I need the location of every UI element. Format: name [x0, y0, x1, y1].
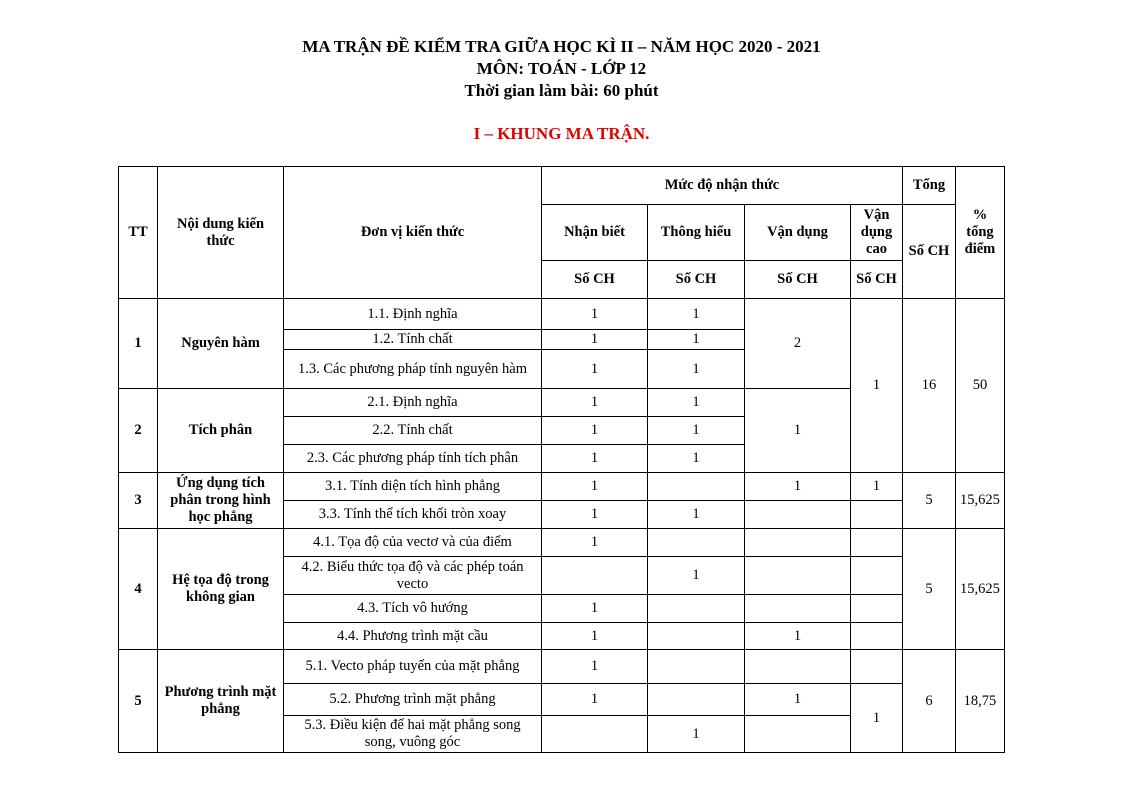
value-cell: 1 [648, 716, 745, 753]
unit-cell: 2.1. Định nghĩa [284, 389, 542, 417]
header-unit: Đơn vị kiến thức [284, 167, 542, 299]
header-topic: Nội dung kiến thức [158, 167, 284, 299]
header-count-3: Số CH [745, 261, 851, 299]
value-cell: 1 [542, 529, 648, 557]
header-level-2: Thông hiểu [648, 205, 745, 261]
header-level-3: Vận dụng [745, 205, 851, 261]
header-level-4: Vận dụng cao [851, 205, 903, 261]
value-cell [648, 529, 745, 557]
value-cell: 1 [542, 299, 648, 330]
percent-cell: 50 [956, 299, 1005, 473]
value-cell [542, 557, 648, 595]
value-cell [745, 595, 851, 623]
unit-cell: 1.2. Tính chất [284, 330, 542, 350]
value-cell [851, 650, 903, 684]
value-cell: 1 [542, 623, 648, 650]
value-cell: 1 [542, 684, 648, 716]
header-level-1: Nhận biết [542, 205, 648, 261]
value-cell: 1 [745, 684, 851, 716]
value-cell [745, 557, 851, 595]
value-cell: 1 [542, 445, 648, 473]
value-cell [745, 501, 851, 529]
value-cell [851, 501, 903, 529]
row-topic: Hệ tọa độ trong không gian [158, 529, 284, 650]
value-cell [851, 595, 903, 623]
value-cell: 1 [648, 445, 745, 473]
total-cell: 16 [903, 299, 956, 473]
value-cell: 1 [648, 501, 745, 529]
value-cell [745, 650, 851, 684]
total-cell: 5 [903, 529, 956, 650]
value-cell: 1 [648, 299, 745, 330]
value-cell: 1 [851, 299, 903, 473]
unit-cell: 5.1. Vecto pháp tuyến của mặt phẳng [284, 650, 542, 684]
row-topic: Tích phân [158, 389, 284, 473]
row-tt: 1 [119, 299, 158, 389]
value-cell: 1 [542, 473, 648, 501]
value-cell [648, 650, 745, 684]
value-cell: 1 [648, 417, 745, 445]
row-tt: 3 [119, 473, 158, 529]
unit-cell: 3.1. Tính diện tích hình phẳng [284, 473, 542, 501]
value-cell: 1 [851, 684, 903, 753]
value-cell [542, 716, 648, 753]
header-count-4: Số CH [851, 261, 903, 299]
value-cell: 1 [542, 330, 648, 350]
value-cell: 1 [745, 623, 851, 650]
header-subject: MÔN: TOÁN - LỚP 12 [476, 59, 647, 78]
header-title: MA TRẬN ĐỀ KIỂM TRA GIỮA HỌC KÌ II – NĂM HỌC 2020 - 2021 [302, 37, 821, 56]
total-cell: 5 [903, 473, 956, 529]
unit-cell: 2.3. Các phương pháp tính tích phân [284, 445, 542, 473]
percent-cell: 18,75 [956, 650, 1005, 753]
value-cell [851, 623, 903, 650]
header-level-group: Mức độ nhận thức [542, 167, 903, 205]
header-total-count: Số CH [903, 205, 956, 299]
unit-cell: 4.2. Biểu thức tọa độ và các phép toán vecto [284, 557, 542, 595]
value-cell: 1 [542, 595, 648, 623]
value-cell [745, 529, 851, 557]
value-cell: 1 [542, 350, 648, 389]
row-topic: Ứng dụng tích phân trong hình học phẳng [158, 473, 284, 529]
value-cell: 1 [851, 473, 903, 501]
unit-cell: 4.3. Tích vô hướng [284, 595, 542, 623]
row-tt: 4 [119, 529, 158, 650]
unit-cell: 3.3. Tính thể tích khối tròn xoay [284, 501, 542, 529]
header-duration: Thời gian làm bài: 60 phút [464, 81, 659, 100]
row-topic: Phương trình mặt phẳng [158, 650, 284, 753]
unit-cell: 1.3. Các phương pháp tính nguyên hàm [284, 350, 542, 389]
value-cell: 1 [745, 389, 851, 473]
matrix-table [118, 166, 1005, 753]
row-tt: 2 [119, 389, 158, 473]
unit-cell: 5.2. Phương trình mặt phẳng [284, 684, 542, 716]
header-count-1: Số CH [542, 261, 648, 299]
document-header [0, 36, 1123, 102]
value-cell: 1 [542, 389, 648, 417]
section-title: I – KHUNG MA TRẬN. [473, 124, 650, 143]
value-cell [851, 529, 903, 557]
value-cell: 1 [648, 389, 745, 417]
value-cell [648, 684, 745, 716]
value-cell: 1 [542, 650, 648, 684]
value-cell [648, 473, 745, 501]
value-cell: 1 [648, 557, 745, 595]
value-cell: 1 [542, 417, 648, 445]
unit-cell: 1.1. Định nghĩa [284, 299, 542, 330]
percent-cell: 15,625 [956, 473, 1005, 529]
row-topic: Nguyên hàm [158, 299, 284, 389]
value-cell: 1 [648, 330, 745, 350]
header-total: Tổng [903, 167, 956, 205]
value-cell [648, 623, 745, 650]
unit-cell: 2.2. Tính chất [284, 417, 542, 445]
value-cell [745, 716, 851, 753]
header-tt: TT [119, 167, 158, 299]
value-cell: 1 [745, 473, 851, 501]
percent-cell: 15,625 [956, 529, 1005, 650]
value-cell [851, 557, 903, 595]
total-cell: 6 [903, 650, 956, 753]
unit-cell: 5.3. Điều kiện để hai mặt phẳng song song, vuông góc [284, 716, 542, 753]
unit-cell: 4.4. Phương trình mặt cầu [284, 623, 542, 650]
value-cell: 1 [648, 350, 745, 389]
value-cell: 1 [542, 501, 648, 529]
value-cell [648, 595, 745, 623]
header-count-2: Số CH [648, 261, 745, 299]
row-tt: 5 [119, 650, 158, 753]
value-cell: 2 [745, 299, 851, 389]
header-percent: % tổng điểm [956, 167, 1005, 299]
unit-cell: 4.1. Tọa độ của vectơ và của điểm [284, 529, 542, 557]
